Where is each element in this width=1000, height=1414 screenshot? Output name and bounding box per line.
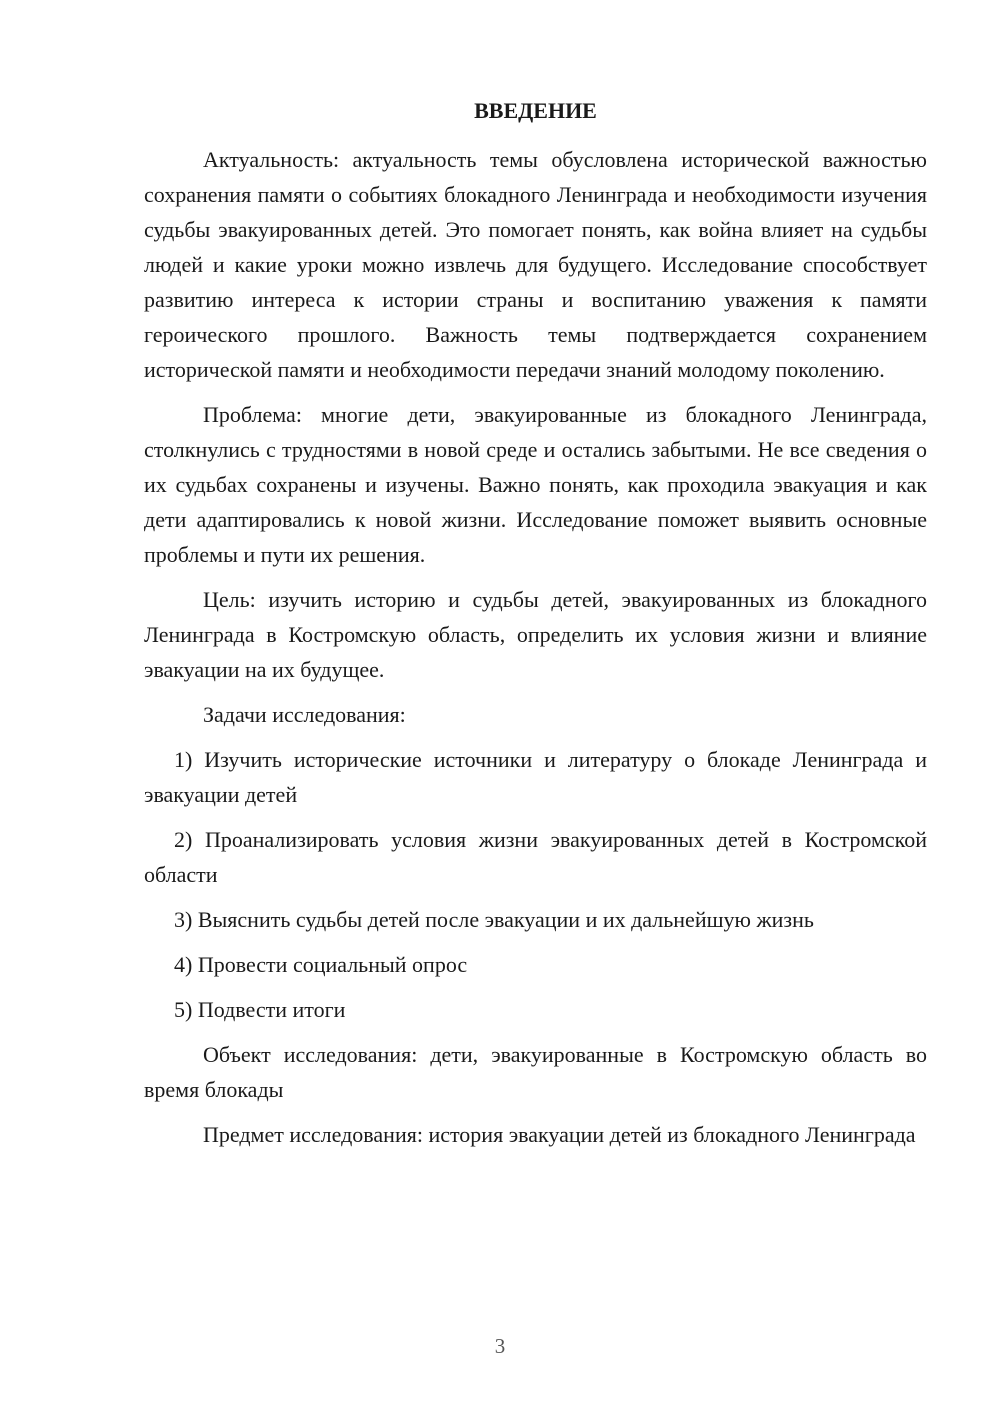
task-item-5: 5) Подвести итоги xyxy=(174,997,346,1022)
section-title: ВВЕДЕНИЕ xyxy=(474,98,597,123)
tasks-heading: Задачи исследования: xyxy=(203,702,406,727)
problem-paragraph: Проблема: многие дети, эвакуированные из блокадного Ленинграда, столкнулись с трудностями в новой среде и остались забытыми. Не все сведения о их судьбах сохранены и изучены. Важно понять, как проходила эвакуация и как дети адаптировались к новой жизни. Исследование поможет выявить основные проблемы и пути их решения. xyxy=(144,402,927,567)
task-item-3: 3) Выяснить судьбы детей после эвакуации и их дальнейшую жизнь xyxy=(174,907,814,932)
research-subject-paragraph: Предмет исследования: история эвакуации детей из блокадного Ленинграда xyxy=(203,1122,916,1147)
task-item-2: 2) Проанализировать условия жизни эвакуированных детей в Костромской области xyxy=(144,827,927,887)
relevance-paragraph: Актуальность: актуальность темы обусловлена исторической важностью сохранения памяти о событиях блокадного Ленинграда и необходимости изучения судьбы эвакуированных детей. Это помогает понять, как война влияет на судьбы людей и какие уроки можно извлечь для будущего. Исследование способствует развитию интереса к истории страны и воспитанию уважения к памяти героического прошлого. Важность темы подтверждается сохранением исторической памяти и необходимости передачи знаний молодому поколению. xyxy=(144,147,927,382)
page-number: 3 xyxy=(494,1334,506,1358)
goal-paragraph: Цель: изучить историю и судьбы детей, эвакуированных из блокадного Ленинграда в Костромскую область, определить их условия жизни и влияние эвакуации на их будущее. xyxy=(144,587,927,682)
task-item-4: 4) Провести социальный опрос xyxy=(174,952,468,977)
research-object-paragraph: Объект исследования: дети, эвакуированные в Костромскую область во время блокады xyxy=(144,1042,927,1102)
document-page xyxy=(144,96,927,1162)
task-item-1: 1) Изучить исторические источники и литературу о блокаде Ленинграда и эвакуации детей xyxy=(144,747,927,807)
